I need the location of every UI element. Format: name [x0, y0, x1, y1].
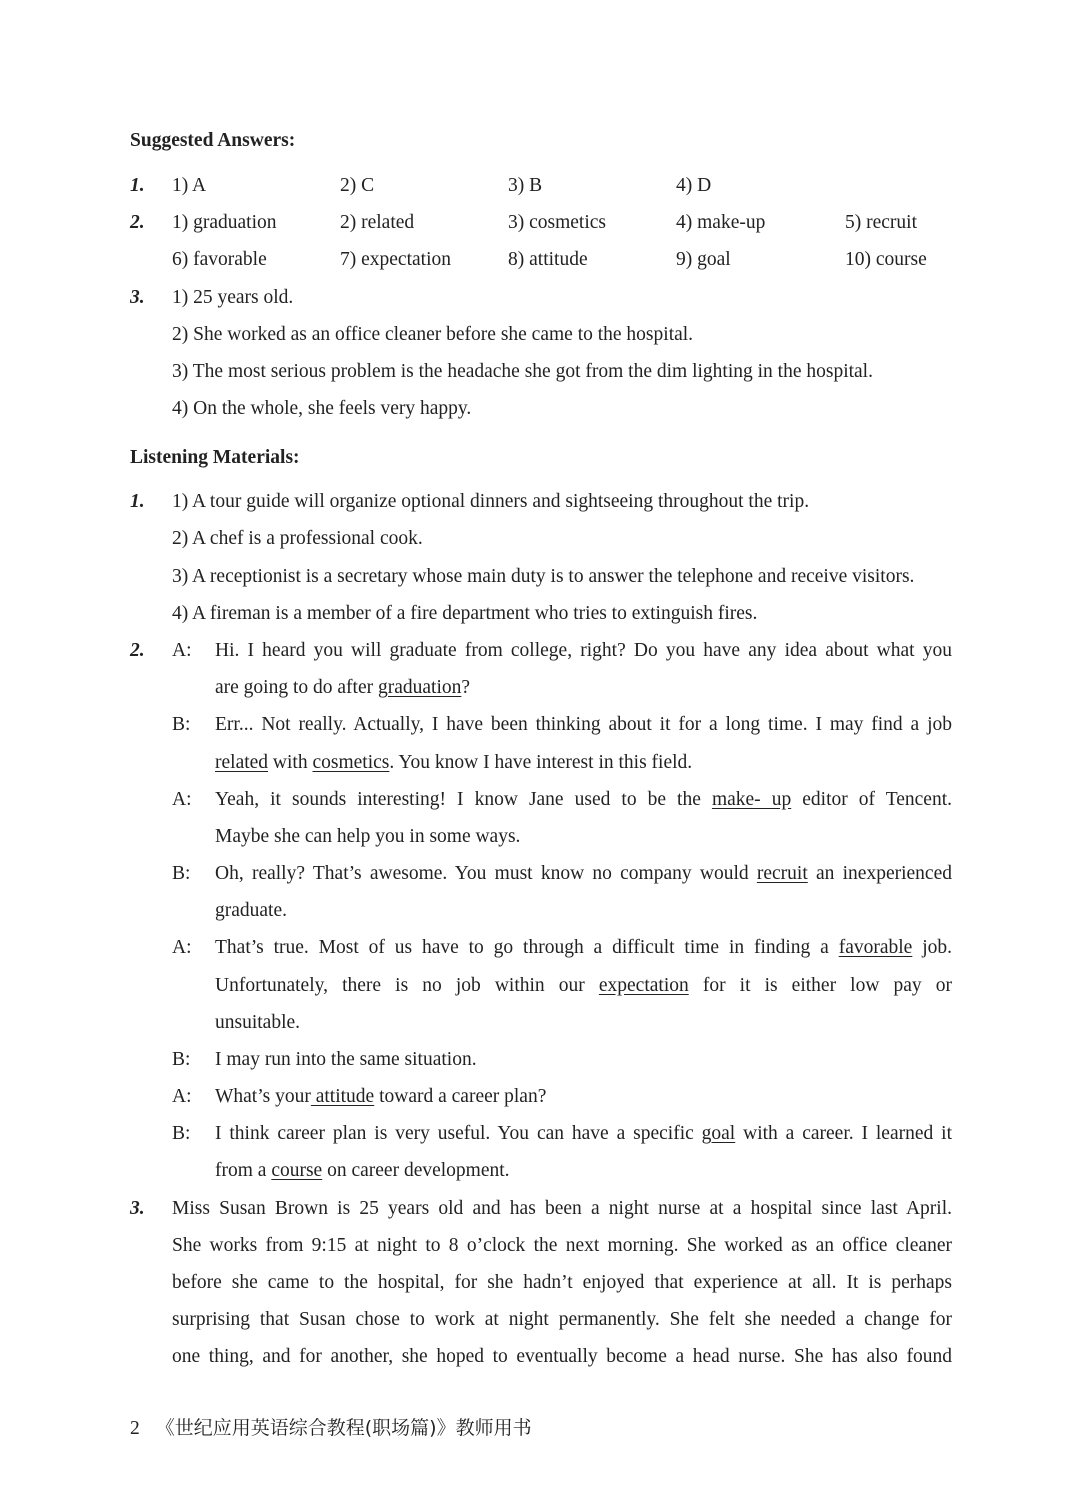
answer-cell: 3) cosmetics — [508, 212, 607, 233]
listening-text: 3) A receptionist is a secretary whose main duty is to answer the telephone and receive visitors. — [172, 566, 915, 587]
text-span: ? — [461, 677, 471, 698]
question-number: 2. — [130, 640, 145, 661]
text-span: are going to do after — [215, 677, 378, 698]
answer-cell: 9) goal — [676, 249, 731, 270]
answer-cell: 2) C — [340, 175, 375, 196]
dialogue-line — [215, 1159, 952, 1183]
dialogue-line — [215, 936, 952, 960]
passage-line: She works from 9:15 at night to 8 o’clock the next morning. She worked as an office cleaner — [172, 1235, 952, 1256]
passage-line: surprising that Susan chose to work at night permanently. She felt she needed a change for — [172, 1309, 952, 1330]
page-footer — [130, 1413, 532, 1440]
listening-text: 1) A tour guide will organize optional dinners and sightseeing throughout the trip. — [172, 491, 810, 512]
dialogue-line — [215, 974, 952, 998]
answer-text: 4) On the whole, she feels very happy. — [172, 398, 472, 419]
answer-cell: 6) favorable — [172, 249, 267, 270]
dialogue-line: Err... Not really. Actually, I have been thinking about it for a long time. I may find a job — [215, 714, 952, 735]
answer-underline: recruit — [756, 863, 808, 884]
dialogue-line: unsuitable. — [215, 1012, 301, 1033]
question-number: 1. — [130, 491, 145, 512]
answer-cell: 4) make-up — [676, 212, 766, 233]
answer-cell: 8) attitude — [508, 249, 588, 270]
dialogue-line — [215, 676, 952, 700]
answer-underline: expectation — [598, 975, 689, 996]
text-span: What’s your — [215, 1086, 311, 1107]
text-span: an inexperienced — [807, 863, 952, 884]
speaker-label: A: — [172, 640, 192, 661]
dialogue-line: I may run into the same situation. — [215, 1049, 477, 1070]
speaker-label: A: — [172, 1086, 192, 1107]
dialogue-line — [215, 788, 952, 812]
text-span: That’s true. Most of us have to go through a difficult time in finding a — [215, 937, 839, 958]
answer-text: 2) She worked as an office cleaner before she came to the hospital. — [172, 324, 694, 345]
dialogue-line: graduate. — [215, 900, 288, 921]
text-span: Unfortunately, there is no job within our — [215, 975, 599, 996]
answer-underline: attitude — [310, 1086, 375, 1107]
page-number: 2 — [130, 1418, 140, 1439]
question-number: 2. — [130, 212, 145, 233]
book-title: 《世纪应用英语综合教程(职场篇)》教师用书 — [155, 1417, 532, 1439]
question-number: 1. — [130, 175, 145, 196]
question-number: 3. — [130, 1198, 145, 1219]
speaker-label: B: — [172, 714, 191, 735]
text-span: from a — [215, 1160, 272, 1181]
dialogue-line — [215, 862, 952, 886]
passage-line: Miss Susan Brown is 25 years old and has been a night nurse at a hospital since last April. — [172, 1198, 952, 1219]
answer-cell: 2) related — [340, 212, 415, 233]
passage-line: before she came to the hospital, for she hadn’t enjoyed that experience at all. It is perhaps — [172, 1272, 952, 1293]
answer-cell: 1) A — [172, 175, 207, 196]
text-span: I think career plan is very useful. You can have a specific — [215, 1123, 702, 1144]
text-span: . You know I have interest in this field. — [389, 752, 693, 773]
section-heading-listening-materials: Listening Materials: — [130, 447, 300, 468]
text-span: for it is either low pay or — [688, 975, 952, 996]
text-span: editor of Tencent. — [791, 789, 953, 810]
dialogue-line — [215, 751, 952, 775]
text-span: with — [268, 752, 313, 773]
speaker-label: A: — [172, 937, 192, 958]
answer-cell: 5) recruit — [845, 212, 918, 233]
dialogue-line: Maybe she can help you in some ways. — [215, 826, 521, 847]
section-heading-suggested-answers: Suggested Answers: — [130, 130, 296, 151]
answer-underline: graduation — [377, 677, 462, 698]
dialogue-line — [215, 1085, 952, 1109]
text-span: toward a career plan? — [374, 1086, 547, 1107]
answer-text: 3) The most serious problem is the headache she got from the dim lighting in the hospital. — [172, 361, 873, 382]
dialogue-line: Hi. I heard you will graduate from college, right? Do you have any idea about what you — [215, 640, 952, 661]
answer-cell: 4) D — [676, 175, 712, 196]
question-number: 3. — [130, 287, 145, 308]
dialogue-line — [215, 1122, 952, 1146]
answer-underline: favorable — [838, 937, 913, 958]
answer-cell: 10) course — [845, 249, 927, 270]
speaker-label: B: — [172, 1123, 191, 1144]
speaker-label: B: — [172, 863, 191, 884]
answer-underline: course — [271, 1160, 323, 1181]
answer-underline: make- up — [711, 789, 792, 810]
answer-cell: 1) graduation — [172, 212, 277, 233]
answer-underline: related — [215, 752, 269, 773]
answer-underline: goal — [701, 1123, 736, 1144]
answer-text: 1) 25 years old. — [172, 287, 294, 308]
text-span: job. — [912, 937, 952, 958]
listening-text: 4) A fireman is a member of a fire department who tries to extinguish fires. — [172, 603, 758, 624]
listening-text: 2) A chef is a professional cook. — [172, 528, 423, 549]
answer-cell: 3) B — [508, 175, 543, 196]
text-span: with a career. I learned it — [735, 1123, 952, 1144]
answer-underline: cosmetics — [312, 752, 390, 773]
passage-line: one thing, and for another, she hoped to eventually become a head nurse. She has also found — [172, 1346, 952, 1367]
speaker-label: A: — [172, 789, 192, 810]
text-span: on career development. — [322, 1160, 510, 1181]
speaker-label: B: — [172, 1049, 191, 1070]
text-span: Yeah, it sounds interesting! I know Jane used to be the — [215, 789, 712, 810]
answer-cell: 7) expectation — [340, 249, 451, 270]
text-span: Oh, really? That’s awesome. You must know no company would — [215, 863, 757, 884]
